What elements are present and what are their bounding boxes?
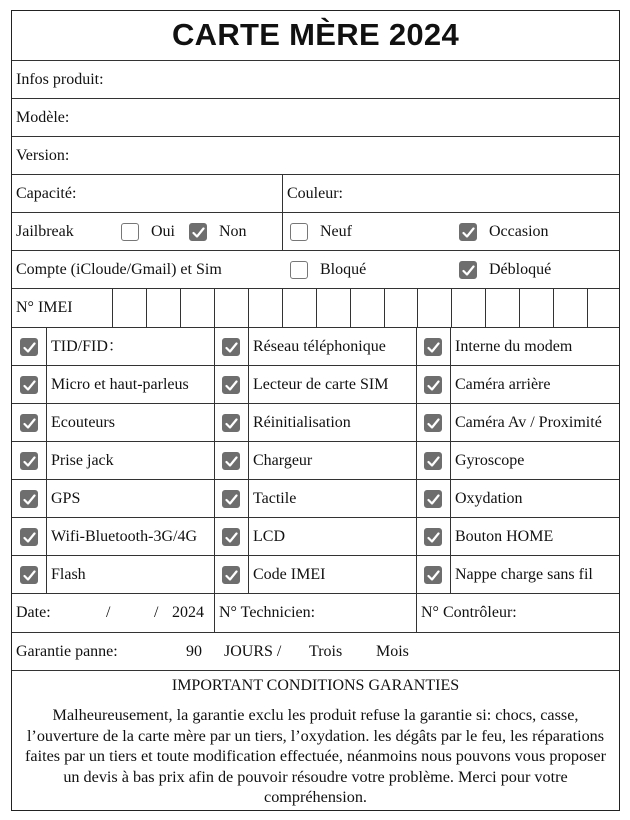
checkmark-icon [225, 341, 238, 354]
checkmark-icon [225, 531, 238, 544]
checklist-checkbox[interactable] [424, 452, 442, 470]
divider [46, 328, 47, 365]
checklist-label: Réseau téléphonique [253, 338, 386, 355]
checklist-label: Ecouteurs [51, 414, 115, 431]
occasion-label: Occasion [489, 223, 549, 240]
date-label: Date: [16, 604, 51, 621]
date-row [12, 594, 619, 633]
divider [416, 594, 417, 632]
imei-digit-box[interactable] [384, 289, 385, 327]
checklist-label: Réinitialisation [253, 414, 351, 431]
divider [416, 442, 417, 479]
divider [248, 442, 249, 479]
divider [248, 480, 249, 517]
checklist-label: Gyroscope [455, 452, 525, 469]
imei-digit-box[interactable] [112, 289, 113, 327]
checkmark-icon [427, 493, 440, 506]
divider [248, 556, 249, 593]
imei-digit-box[interactable] [282, 289, 283, 327]
imei-digit-box[interactable] [519, 289, 520, 327]
couleur-label: Couleur: [287, 185, 343, 202]
imei-digit-box[interactable] [587, 289, 588, 327]
checklist-checkbox[interactable] [20, 490, 38, 508]
imei-digit-box[interactable] [214, 289, 215, 327]
divider [214, 556, 215, 593]
divider [282, 175, 283, 212]
divider [214, 480, 215, 517]
non-checkbox[interactable] [189, 223, 207, 241]
neuf-label: Neuf [320, 223, 352, 240]
checkmark-icon [23, 341, 36, 354]
warranty-card [11, 10, 620, 811]
checklist-checkbox[interactable] [222, 528, 240, 546]
checkmark-icon [225, 417, 238, 430]
divider [214, 518, 215, 555]
checkmark-icon [427, 379, 440, 392]
checklist-checkbox[interactable] [222, 452, 240, 470]
divider [450, 328, 451, 365]
checklist-checkbox[interactable] [20, 376, 38, 394]
checklist-label: Bouton HOME [455, 528, 554, 545]
divider [450, 442, 451, 479]
checkmark-icon [23, 493, 36, 506]
checkmark-icon [462, 226, 475, 239]
checkmark-icon [23, 455, 36, 468]
compte-row [12, 251, 619, 289]
imei-digit-box[interactable] [350, 289, 351, 327]
checklist-label: Flash [51, 566, 86, 583]
debloque-label: Débloqué [489, 261, 552, 278]
divider [450, 518, 451, 555]
garantie-trois: Trois [309, 643, 343, 660]
divider [416, 366, 417, 403]
divider [214, 594, 215, 632]
checkmark-icon [225, 569, 238, 582]
conditions-title: IMPORTANT CONDITIONS GARANTIES [171, 677, 460, 694]
occasion-checkbox[interactable] [459, 223, 477, 241]
garantie-unit: JOURS / [224, 643, 282, 660]
checklist-checkbox[interactable] [222, 490, 240, 508]
divider [248, 328, 249, 365]
checklist-label: Caméra Av / Proximité [455, 414, 602, 431]
imei-row [12, 289, 619, 328]
checkmark-icon [427, 417, 440, 430]
divider [46, 366, 47, 403]
checklist-checkbox[interactable] [424, 376, 442, 394]
imei-digit-box[interactable] [417, 289, 418, 327]
checklist-label: Wifi-Bluetooth-3G/4G [51, 528, 197, 545]
bloque-checkbox[interactable] [290, 261, 308, 279]
checklist-label: Caméra arrière [455, 376, 551, 393]
bloque-label: Bloqué [320, 261, 367, 278]
divider [450, 366, 451, 403]
infos-produit-row [12, 61, 619, 99]
date-slash: / [154, 604, 159, 621]
checkmark-icon [23, 569, 36, 582]
checkmark-icon [225, 379, 238, 392]
checklist-checkbox[interactable] [424, 338, 442, 356]
checklist-checkbox[interactable] [20, 528, 38, 546]
divider [214, 366, 215, 403]
checklist-checkbox[interactable] [222, 566, 240, 584]
capacite-label: Capacité: [16, 185, 77, 202]
divider [46, 518, 47, 555]
modele-label: Modèle: [16, 109, 70, 126]
checklist-label: Prise jack [51, 452, 114, 469]
checkmark-icon [192, 226, 205, 239]
divider [248, 404, 249, 441]
checkmark-icon [225, 455, 238, 468]
divider [214, 442, 215, 479]
divider [248, 518, 249, 555]
technicien-label: N° Technicien: [219, 604, 316, 621]
checklist-label: Tactile [253, 490, 297, 507]
garantie-value: 90 [186, 643, 202, 660]
oui-label: Oui [151, 223, 175, 240]
checkmark-icon [23, 531, 36, 544]
checklist-row [12, 366, 619, 404]
checkmark-icon [225, 493, 238, 506]
imei-digit-box[interactable] [485, 289, 486, 327]
divider [282, 213, 283, 250]
checkmark-icon [23, 379, 36, 392]
garantie-mois: Mois [376, 643, 409, 660]
checklist-label: Micro et haut-parleus [51, 376, 189, 393]
imei-digit-box[interactable] [180, 289, 181, 327]
checklist-checkbox[interactable] [20, 338, 38, 356]
checklist-checkbox[interactable] [424, 566, 442, 584]
neuf-checkbox[interactable] [290, 223, 308, 241]
title-row [12, 11, 619, 61]
checklist-checkbox[interactable] [20, 566, 38, 584]
date-slash: / [106, 604, 111, 621]
checklist-label: Nappe charge sans fil [455, 566, 593, 583]
jailbreak-row [12, 213, 619, 251]
date-year: 2024 [172, 604, 204, 621]
divider [214, 328, 215, 365]
checkmark-icon [427, 531, 440, 544]
divider [46, 404, 47, 441]
divider [248, 366, 249, 403]
checkmark-icon [427, 569, 440, 582]
oui-checkbox[interactable] [121, 223, 139, 241]
divider [416, 556, 417, 593]
divider [450, 556, 451, 593]
checklist-label: Lecteur de carte SIM [253, 376, 389, 393]
version-row [12, 137, 619, 175]
checklist-checkbox[interactable] [424, 528, 442, 546]
page-title: CARTE MÈRE 2024 [171, 17, 460, 52]
checklist-row [12, 442, 619, 480]
debloque-checkbox[interactable] [459, 261, 477, 279]
divider [416, 518, 417, 555]
checklist-row [12, 328, 619, 366]
divider [450, 480, 451, 517]
divider [450, 404, 451, 441]
checklist-label: Chargeur [253, 452, 313, 469]
divider [46, 442, 47, 479]
checklist-checkbox[interactable] [424, 490, 442, 508]
version-label: Version: [16, 147, 70, 164]
modele-row [12, 99, 619, 137]
imei-digit-box[interactable] [146, 289, 147, 327]
checklist-label: LCD [253, 528, 285, 545]
imei-digit-box[interactable] [248, 289, 249, 327]
jailbreak-label: Jailbreak [16, 223, 74, 240]
imei-digit-box[interactable] [553, 289, 554, 327]
checklist-label: Interne du modem [455, 338, 573, 355]
checklist-checkbox[interactable] [222, 376, 240, 394]
checkmark-icon [23, 417, 36, 430]
non-label: Non [219, 223, 247, 240]
checkmark-icon [427, 341, 440, 354]
checklist-checkbox[interactable] [424, 414, 442, 432]
imei-digit-box[interactable] [316, 289, 317, 327]
checklist-label: Oxydation [455, 490, 523, 507]
checklist-checkbox[interactable] [20, 414, 38, 432]
divider [416, 328, 417, 365]
checkmark-icon [462, 264, 475, 277]
compte-label: Compte (iCloude/Gmail) et Sim [16, 261, 222, 278]
checklist-row [12, 404, 619, 442]
checklist-label: TID/FID： [51, 338, 124, 355]
divider [416, 404, 417, 441]
checklist-checkbox[interactable] [222, 414, 240, 432]
conditions-body: Malheureusement, la garantie exclu les produit refuse la garantie si: chocs, casse, l’ouverture de la carte mère par un tiers, l’oxydation. les dégâts par le feu, les réparations faites par un tiers et toute modification effectuée, néanmoins nous pouvons vous proposer un devis à bas prix afin de pouvoir résoudre votre problème. Merci pour votre compréhension. [25, 706, 606, 806]
divider [416, 480, 417, 517]
divider [46, 556, 47, 593]
checklist-checkbox[interactable] [20, 452, 38, 470]
imei-digit-box[interactable] [451, 289, 452, 327]
infos-produit-label: Infos produit: [16, 71, 104, 88]
checkmark-icon [427, 455, 440, 468]
garantie-label: Garantie panne: [16, 643, 118, 660]
controleur-label: N° Contrôleur: [421, 604, 517, 621]
imei-label: N° IMEI [16, 299, 73, 316]
checklist-label: Code IMEI [253, 566, 326, 583]
garantie-row [12, 633, 619, 671]
divider [46, 480, 47, 517]
checklist-row [12, 480, 619, 518]
checklist-row [12, 556, 619, 594]
conditions-section [12, 671, 619, 810]
capacite-couleur-row [12, 175, 619, 213]
divider [214, 404, 215, 441]
checklist-label: GPS [51, 490, 81, 507]
checklist-row [12, 518, 619, 556]
checklist-checkbox[interactable] [222, 338, 240, 356]
